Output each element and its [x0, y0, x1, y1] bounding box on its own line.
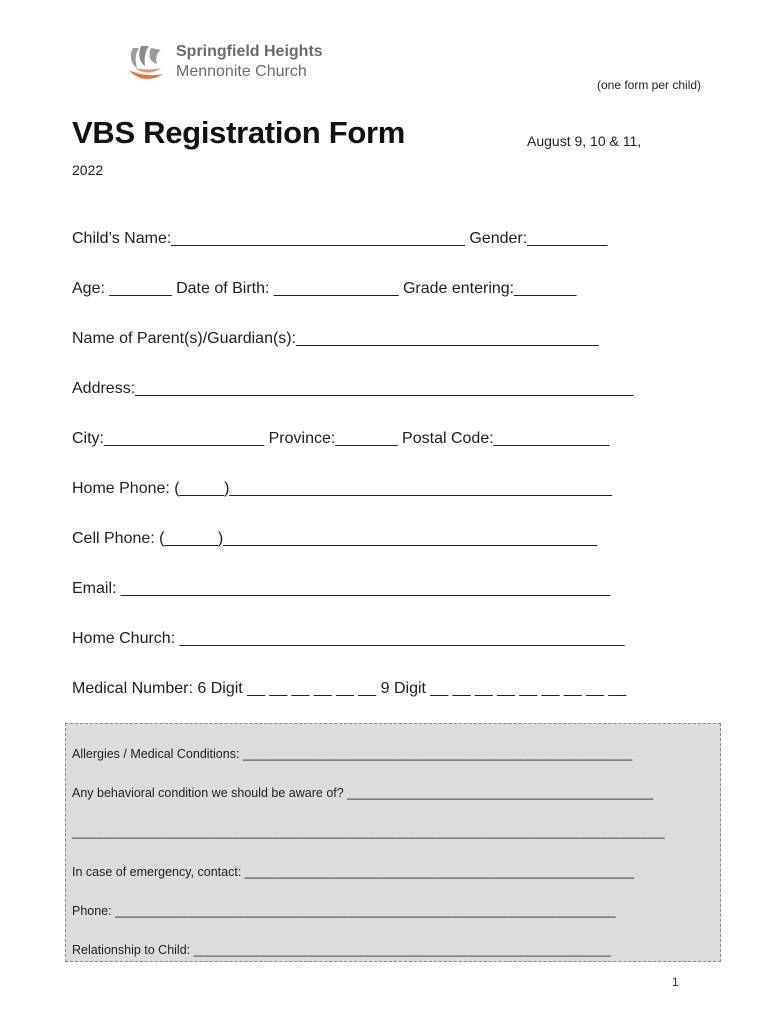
church-logo-icon	[127, 42, 167, 82]
relationship-field[interactable]: Relationship to Child: ____________________________________________________________	[72, 943, 611, 957]
emergency-phone-field[interactable]: Phone: ________________________________________________________________________	[72, 904, 616, 918]
emergency-contact-field[interactable]: In case of emergency, contact: ________________________________________________________	[72, 865, 635, 879]
email-field[interactable]: Email: _______________________________________________________	[72, 580, 611, 597]
cell-phone-field[interactable]: Cell Phone: (______)__________________________________________	[72, 530, 597, 547]
child-name-field[interactable]: Child’s Name:_________________________________ Gender:_________	[72, 230, 608, 247]
address-field[interactable]: Address:________________________________________________________	[72, 380, 634, 397]
home-church-field[interactable]: Home Church: __________________________________________________	[72, 630, 625, 647]
logo-church-name-line1: Springfield Heights	[176, 43, 323, 60]
one-form-note: (one form per child)	[597, 78, 702, 92]
parent-guardian-field[interactable]: Name of Parent(s)/Guardian(s):__________________________________	[72, 330, 599, 347]
event-year: 2022	[72, 162, 104, 178]
behavioral-continuation-line[interactable]: _______________________________________________________________________________________	[72, 825, 665, 839]
age-dob-grade-field[interactable]: Age: _______ Date of Birth: ______________ Grade entering:_______	[72, 280, 577, 297]
medical-number-field[interactable]: Medical Number: 6 Digit __ __ __ __ __ __ 9 Digit __ __ __ __ __ __ __ __ __	[72, 680, 627, 697]
city-province-postal-field[interactable]: City:__________________ Province:_______ Postal Code:_____________	[72, 430, 610, 447]
home-phone-field[interactable]: Home Phone: (_____)___________________________________________	[72, 480, 613, 497]
form-title: VBS Registration Form	[72, 115, 406, 150]
page-number: 1	[672, 975, 679, 989]
event-dates: August 9, 10 & 11,	[527, 133, 642, 149]
allergies-field[interactable]: Allergies / Medical Conditions: ________________________________________________________	[72, 747, 633, 761]
behavioral-condition-field[interactable]: Any behavioral condition we should be aware of? ____________________________________________	[72, 786, 654, 800]
logo-church-name-line2: Mennonite Church	[176, 63, 307, 80]
